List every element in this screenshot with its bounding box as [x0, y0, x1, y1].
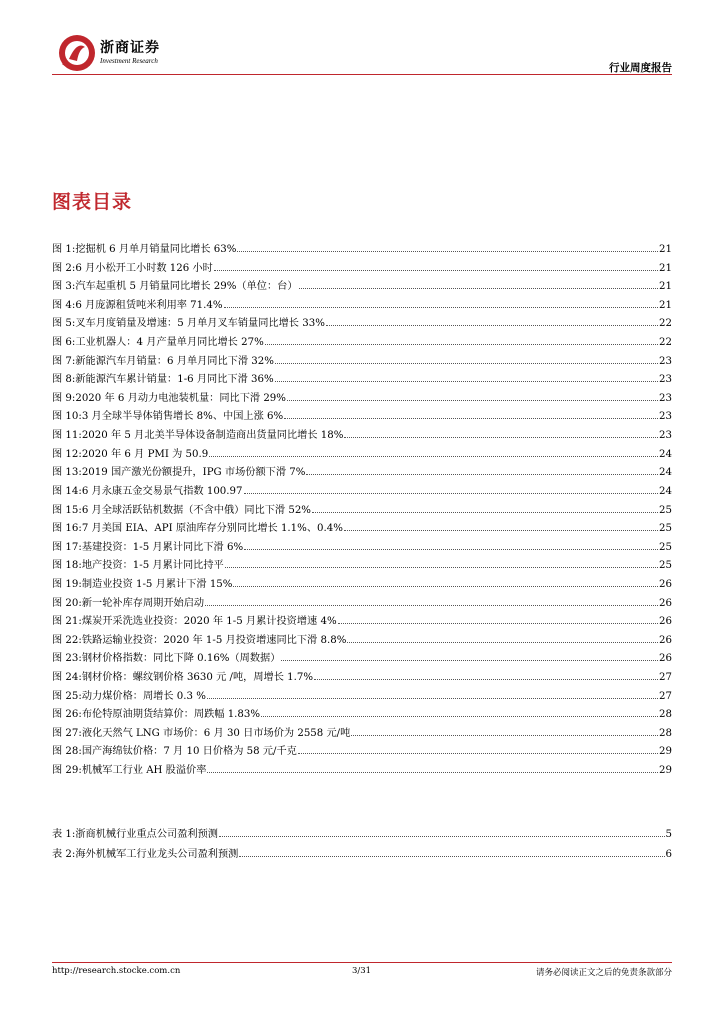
toc-entry-title: 钢材价格：螺纹钢价格 3630 元 /吨，周增长 1.7% — [81, 672, 314, 684]
toc-entry-number: 图 21: — [52, 616, 82, 628]
toc-dot-leader — [306, 474, 658, 475]
toc-entry-title: 新能源汽车累计销量：1-6 月同比下滑 36% — [75, 374, 274, 386]
toc-entry-number: 图 10: — [52, 411, 82, 423]
toc-dot-leader — [326, 325, 658, 326]
toc-entry-page: 26 — [659, 634, 672, 646]
figure-entry[interactable] — [52, 353, 672, 372]
toc-entry-number: 图 11: — [52, 430, 82, 442]
toc-entry-title: 3 月全球半导体销售增长 8%、中国上涨 6% — [81, 411, 284, 423]
toc-entry-page: 26 — [659, 653, 672, 665]
toc-dot-leader — [244, 493, 659, 494]
toc-entry-title: 2020 年 5 月北美半导体设备制造商出货量同比增长 18% — [81, 430, 344, 442]
toc-entry-page: 25 — [659, 523, 672, 535]
figure-entry[interactable] — [52, 278, 672, 297]
toc-dot-leader — [233, 586, 658, 587]
figure-entry[interactable] — [52, 241, 672, 260]
toc-dot-leader — [261, 716, 658, 717]
toc-entry-number: 图 17: — [52, 541, 82, 553]
toc-dot-leader — [344, 437, 658, 438]
toc-entry-number: 图 4: — [52, 299, 76, 311]
toc-dot-leader — [275, 363, 658, 364]
toc-entry-number: 图 1: — [52, 244, 76, 255]
toc-entry-number: 图 8: — [52, 374, 76, 386]
figure-entry[interactable] — [52, 464, 672, 483]
toc-dot-leader — [275, 381, 658, 382]
report-type: 行业周度报告 — [609, 62, 672, 74]
figure-entry[interactable] — [52, 632, 672, 651]
toc-entry-page: 6 — [665, 849, 672, 860]
figure-entry[interactable] — [52, 725, 672, 744]
toc-entry-title: 6 月小松开工小时数 126 小时 — [75, 262, 213, 274]
toc-entry-title: 铁路运输业投资：2020 年 1-5 月投资增速同比下滑 8.8% — [81, 634, 347, 646]
toc-entry-page: 26 — [659, 578, 672, 590]
toc-entry-title: 6 月庞源租赁吨米利用率 71.4% — [75, 299, 223, 311]
toc-entry-page: 23 — [659, 430, 672, 442]
toc-entry-page: 23 — [659, 374, 672, 386]
toc-entry-number: 图 13: — [52, 467, 82, 479]
toc-entry-title: 制造业投资 1-5 月累计下滑 15% — [81, 578, 233, 590]
figure-entry[interactable] — [52, 390, 672, 409]
toc-entry-number: 图 18: — [52, 560, 82, 572]
toc-entry-page: 23 — [659, 392, 672, 404]
figure-entry[interactable] — [52, 315, 672, 334]
table-entry[interactable] — [52, 845, 672, 865]
toc-entry-number: 图 27: — [52, 727, 82, 739]
toc-entry-number: 图 20: — [52, 597, 82, 609]
brand-name: 浙商证券 — [100, 40, 160, 56]
toc-entry-page: 22 — [659, 318, 672, 330]
toc-entry-title: 6 月全球活跃钻机数据（不含中俄）同比下滑 52% — [81, 504, 311, 516]
header-divider — [52, 74, 672, 75]
toc-entry-number: 图 29: — [52, 765, 82, 777]
toc-dot-leader — [299, 288, 658, 289]
toc-entry-page: 25 — [659, 541, 672, 553]
toc-entry-title: 液化天然气 LNG 市场价：6 月 30 日市场价为 2558 元/吨 — [81, 727, 351, 739]
toc-entry-title: 2020 年 6 月动力电池装机量：同比下滑 29% — [75, 392, 286, 404]
figure-entry[interactable] — [52, 762, 672, 781]
toc-entry-page: 21 — [659, 299, 672, 311]
figure-entry[interactable] — [52, 483, 672, 502]
toc-entry-number: 表 2: — [52, 849, 76, 860]
toc-entry-page: 21 — [659, 244, 672, 255]
toc-dot-leader — [237, 251, 658, 252]
toc-entry-title: 6 月永康五金交易景气指数 100.97 — [81, 485, 243, 497]
toc-entry-title: 国产海绵钛价格：7 月 10 日价格为 58 元/千克 — [81, 746, 297, 758]
toc-entry-number: 图 2: — [52, 262, 76, 274]
toc-dot-leader — [347, 642, 658, 643]
toc-dot-leader — [287, 400, 658, 401]
figure-entry[interactable] — [52, 669, 672, 688]
figure-entry[interactable] — [52, 408, 672, 427]
company-logo-icon — [57, 33, 97, 73]
toc-entry-page: 27 — [659, 690, 672, 702]
toc-entry-number: 图 22: — [52, 634, 82, 646]
toc-entry-title: 叉车月度销量及增速：5 月单月叉车销量同比增长 33% — [75, 318, 325, 330]
toc-entry-number: 图 6: — [52, 337, 76, 349]
figure-entry[interactable] — [52, 613, 672, 632]
toc-entry-page: 29 — [659, 746, 672, 758]
toc-entry-number: 图 15: — [52, 504, 82, 516]
toc-entry-title: 挖掘机 6 月单月销量同比增长 63% — [75, 244, 237, 255]
footer-divider — [52, 962, 672, 963]
disclaimer-note: 请务必阅读正文之后的免责条款部分 — [535, 968, 672, 978]
figure-entry[interactable] — [52, 688, 672, 707]
toc-entry-page: 27 — [659, 672, 672, 684]
figure-entry[interactable] — [52, 520, 672, 539]
toc-entry-number: 图 23: — [52, 653, 82, 665]
toc-entry-number: 图 19: — [52, 578, 82, 590]
toc-entry-page: 21 — [659, 281, 672, 293]
figure-entry[interactable] — [52, 557, 672, 576]
toc-dot-leader — [351, 735, 658, 736]
toc-entry-page: 24 — [659, 485, 672, 497]
figure-entry[interactable] — [52, 297, 672, 316]
toc-dot-leader — [281, 660, 658, 661]
toc-entry-number: 图 16: — [52, 523, 82, 535]
figure-entry[interactable] — [52, 334, 672, 353]
toc-dot-leader — [265, 344, 658, 345]
toc-entry-title: 基建投资：1-5 月累计同比下滑 6% — [81, 541, 244, 553]
toc-entry-number: 图 14: — [52, 485, 82, 497]
toc-entry-title: 2020 年 6 月 PMI 为 50.9 — [81, 448, 209, 460]
toc-entry-page: 28 — [659, 727, 672, 739]
toc-entry-title: 7 月美国 EIA、API 原油库存分别同比增长 1.1%、0.4% — [81, 523, 343, 535]
toc-dot-leader — [312, 512, 658, 513]
page-indicator: 3/31 — [352, 966, 372, 976]
toc-entry-page: 29 — [659, 765, 672, 777]
figure-entry[interactable] — [52, 427, 672, 446]
toc-entry-number: 图 12: — [52, 448, 82, 460]
toc-entry-number: 图 3: — [52, 281, 76, 293]
toc-entry-number: 图 7: — [52, 355, 76, 367]
toc-entry-page: 5 — [665, 829, 672, 840]
toc-dot-leader — [214, 270, 658, 271]
toc-entry-page: 28 — [659, 709, 672, 721]
figure-list — [52, 241, 672, 781]
figure-entry[interactable] — [52, 539, 672, 558]
toc-entry-title: 汽车起重机 5 月销量同比增长 29%（单位：台） — [75, 281, 298, 293]
toc-dot-leader — [298, 753, 658, 754]
toc-entry-title: 浙商机械行业重点公司盈利预测 — [75, 829, 218, 840]
toc-dot-leader — [314, 679, 658, 680]
toc-dot-leader — [344, 530, 658, 531]
toc-entry-page: 21 — [659, 262, 672, 274]
toc-entry-title: 新能源汽车月销量：6 月单月同比下滑 32% — [75, 355, 274, 367]
toc-entry-title: 机械军工行业 AH 股溢价率 — [81, 765, 207, 777]
toc-entry-number: 图 5: — [52, 318, 76, 330]
toc-entry-title: 工业机器人：4 月产量单月同比增长 27% — [75, 337, 264, 349]
toc-dot-leader — [284, 418, 658, 419]
figure-entry[interactable] — [52, 743, 672, 762]
figure-entry[interactable] — [52, 576, 672, 595]
toc-entry-number: 图 24: — [52, 672, 82, 684]
toc-dot-leader — [239, 856, 664, 857]
toc-title: 图表目录 — [52, 191, 133, 213]
figure-entry[interactable] — [52, 371, 672, 390]
toc-entry-number: 图 26: — [52, 709, 82, 721]
toc-entry-title: 钢材价格指数：同比下降 0.16%（周数据） — [81, 653, 281, 665]
toc-entry-title: 新一轮补库存周期开始启动 — [81, 597, 205, 609]
toc-entry-page: 24 — [659, 467, 672, 479]
toc-entry-number: 表 1: — [52, 829, 76, 840]
table-entry[interactable] — [52, 825, 672, 845]
toc-entry-number: 图 25: — [52, 690, 82, 702]
toc-dot-leader — [338, 623, 658, 624]
figure-entry[interactable] — [52, 502, 672, 521]
toc-entry-title: 地产投资：1-5 月累计同比持平 — [81, 560, 224, 572]
figure-entry[interactable] — [52, 446, 672, 465]
brand-subtitle: Investment Research — [100, 57, 158, 65]
toc-entry-page: 25 — [659, 504, 672, 516]
toc-entry-page: 26 — [659, 597, 672, 609]
toc-dot-leader — [205, 605, 658, 606]
toc-entry-page: 24 — [659, 448, 672, 460]
figure-entry[interactable] — [52, 650, 672, 669]
toc-entry-title: 布伦特原油期货结算价：周跌幅 1.83% — [81, 709, 261, 721]
toc-entry-page: 25 — [659, 560, 672, 572]
toc-entry-number: 图 28: — [52, 746, 82, 758]
toc-entry-page: 23 — [659, 411, 672, 423]
toc-dot-leader — [225, 567, 658, 568]
toc-dot-leader — [244, 549, 658, 550]
toc-entry-title: 2019 国产激光份额提升，IPG 市场份额下滑 7% — [81, 467, 306, 479]
toc-entry-page: 23 — [659, 355, 672, 367]
toc-entry-page: 26 — [659, 616, 672, 628]
toc-entry-title: 煤炭开采洗选业投资：2020 年 1-5 月累计投资增速 4% — [81, 616, 337, 628]
toc-dot-leader — [207, 698, 658, 699]
toc-dot-leader — [219, 836, 665, 837]
toc-entry-page: 22 — [659, 337, 672, 349]
footer-url[interactable]: http://research.stocke.com.cn — [52, 966, 181, 976]
toc-entry-number: 图 9: — [52, 392, 76, 404]
table-list — [52, 825, 672, 865]
toc-entry-title: 动力煤价格：周增长 0.3 % — [81, 690, 206, 702]
toc-dot-leader — [224, 307, 658, 308]
figure-entry[interactable] — [52, 706, 672, 725]
toc-dot-leader — [209, 456, 658, 457]
toc-entry-title: 海外机械军工行业龙头公司盈利预测 — [75, 849, 239, 860]
figure-entry[interactable] — [52, 260, 672, 279]
figure-entry[interactable] — [52, 595, 672, 614]
toc-dot-leader — [207, 772, 658, 773]
